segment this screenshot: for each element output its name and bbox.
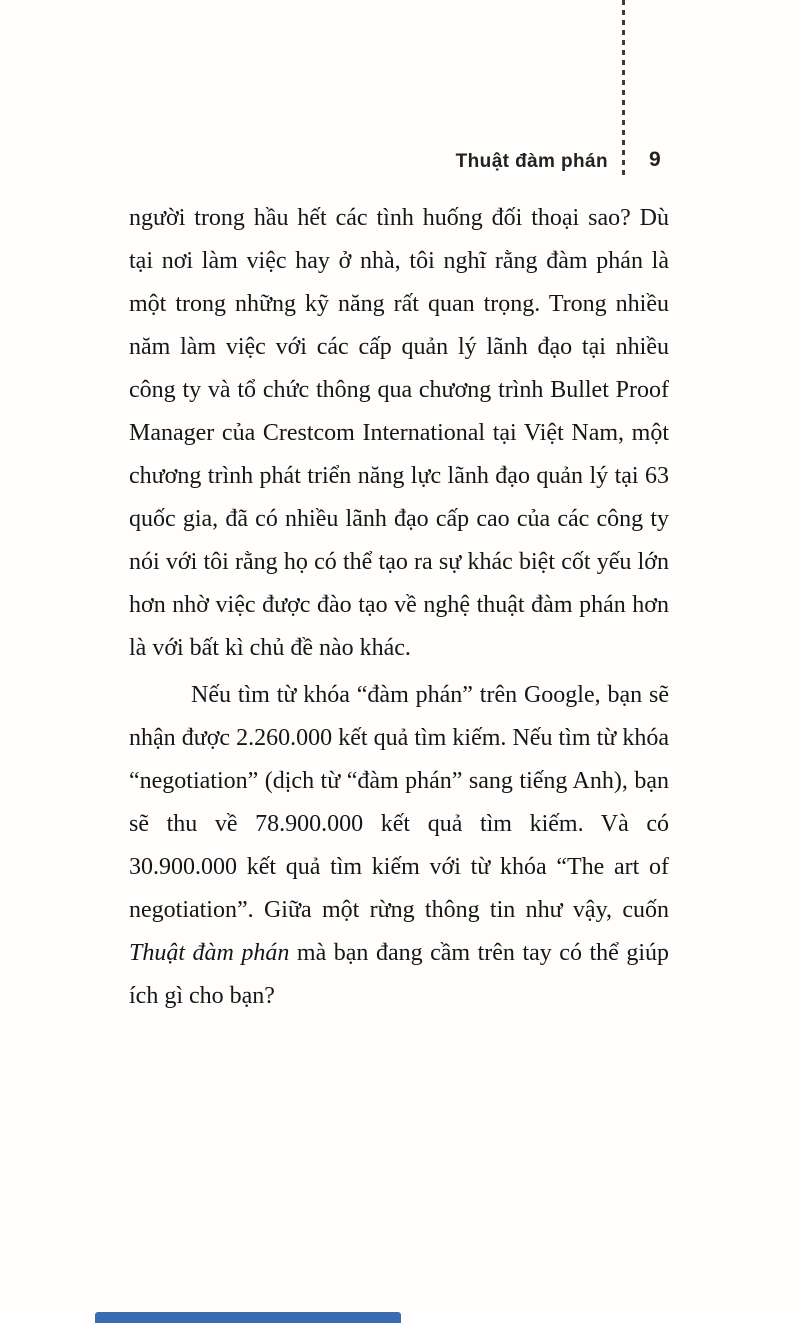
- running-title: Thuật đàm phán: [455, 151, 608, 172]
- scan-artifact-strip: [95, 1312, 401, 1323]
- text-segment: Nếu tìm từ khóa “đàm phán” trên Google, bạn sẽ nhận được 2.260.000 kết quả tìm kiếm. Nếu tìm từ khóa “negotiation” (dịch từ “đàm phán” sang tiếng Anh), bạn sẽ thu về 78.900.000 kết quả tìm kiếm. Và có 30.900.000 kết quả tìm kiếm với từ khóa “The art of negotiation”. Giữa một rừng thông tin như vậy, cuốn: [129, 682, 669, 923]
- page-number: 9: [649, 148, 661, 171]
- book-title-reference: Thuật đàm phán: [129, 940, 290, 966]
- text-segment: mà bạn đang cầm trên tay có thể giúp ích gì cho bạn?: [129, 940, 669, 1009]
- page-header: [0, 148, 800, 178]
- paragraph-1: [129, 197, 669, 670]
- body-text: [129, 197, 669, 1022]
- text-segment: người trong hầu hết các tình huống đối thoại sao? Dù tại nơi làm việc hay ở nhà, tôi nghĩ rằng đàm phán là một trong những kỹ năng rất quan trọng. Trong nhiều năm làm việc với các cấp quản lý lãnh đạo tại nhiều công ty và tổ chức thông qua chương trình Bullet Proof Manager của Crestcom International tại Việt Nam, một chương trình phát triển năng lực lãnh đạo quản lý tại 63 quốc gia, đã có nhiều lãnh đạo cấp cao của các công ty nói với tôi rằng họ có thể tạo ra sự khác biệt cốt yếu lớn hơn nhờ việc được đào tạo về nghệ thuật đàm phán hơn là với bất kì chủ đề nào khác.: [129, 205, 669, 661]
- paragraph-2: [129, 674, 669, 1018]
